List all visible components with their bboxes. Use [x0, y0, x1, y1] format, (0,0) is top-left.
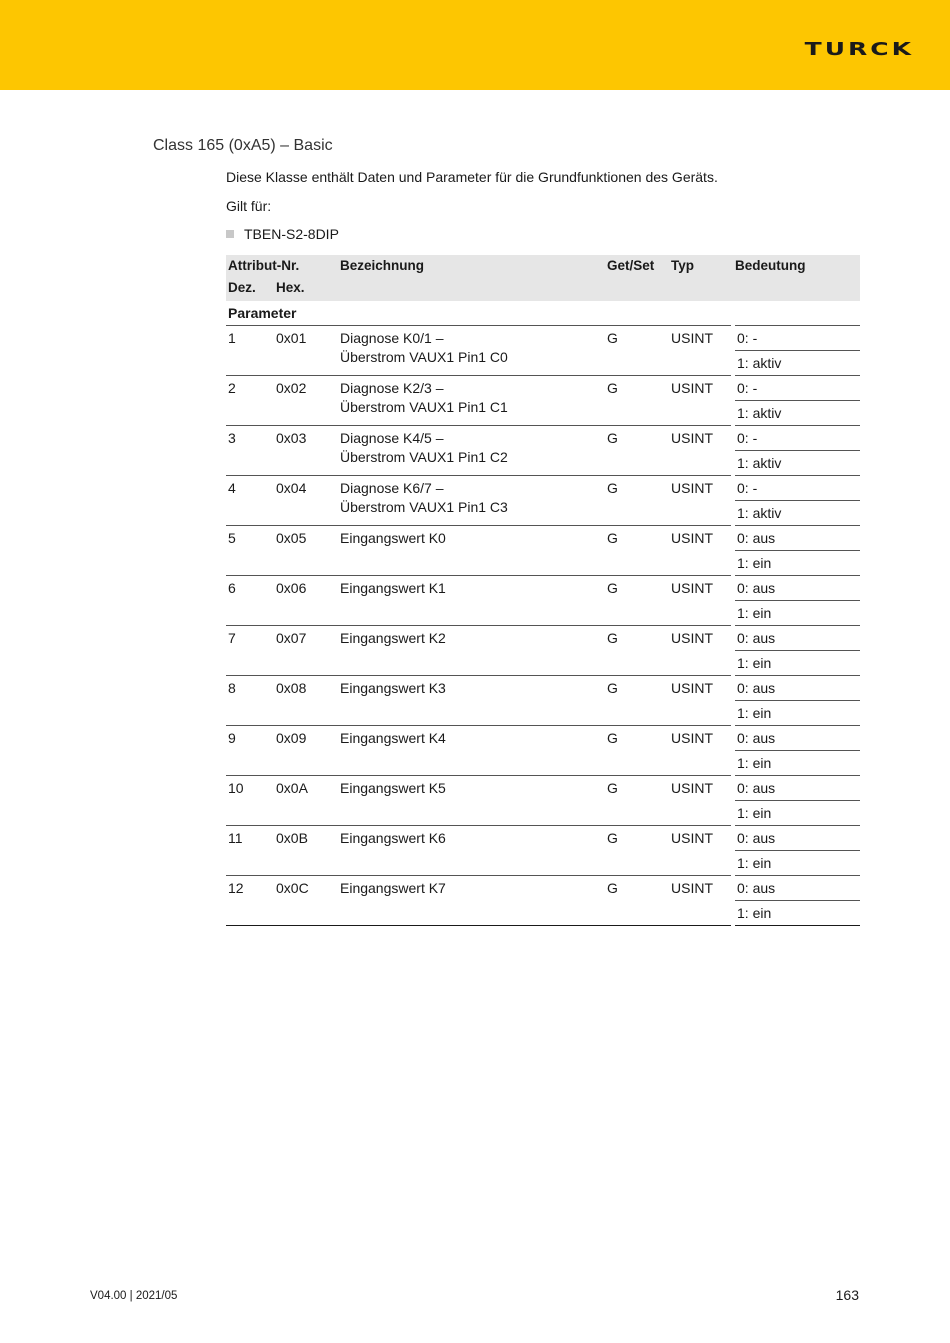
table-row	[226, 726, 860, 751]
cell-hex: 0x03	[274, 426, 338, 476]
cell-bedeutung-1: 0: aus	[733, 726, 860, 751]
bezeichnung-line-1: Eingangswert K2	[340, 630, 446, 646]
cell-get-set: G	[605, 876, 669, 926]
table-row	[226, 876, 860, 901]
cell-bezeichnung	[338, 776, 605, 826]
cell-bedeutung-2: 1: aktiv	[733, 401, 860, 426]
cell-hex: 0x08	[274, 676, 338, 726]
header-attr-nr: Attribut-Nr.	[226, 255, 338, 278]
cell-typ: USINT	[669, 726, 733, 776]
cell-bedeutung-1: 0: aus	[733, 626, 860, 651]
cell-hex: 0x0C	[274, 876, 338, 926]
bezeichnung-line-2: Überstrom VAUX1 Pin1 C1	[340, 399, 508, 415]
bezeichnung-line-1: Diagnose K0/1 –	[340, 330, 444, 346]
cell-typ: USINT	[669, 426, 733, 476]
cell-dez: 6	[226, 576, 274, 626]
group-label-parameter: Parameter	[226, 301, 860, 326]
table-row	[226, 776, 860, 801]
cell-hex: 0x05	[274, 526, 338, 576]
cell-dez: 5	[226, 526, 274, 576]
cell-bezeichnung	[338, 526, 605, 576]
cell-get-set: G	[605, 526, 669, 576]
cell-get-set: G	[605, 326, 669, 376]
cell-hex: 0x02	[274, 376, 338, 426]
cell-bedeutung-2: 1: ein	[733, 651, 860, 676]
cell-dez: 11	[226, 826, 274, 876]
cell-bezeichnung	[338, 676, 605, 726]
cell-bedeutung-1: 0: -	[733, 376, 860, 401]
cell-hex: 0x06	[274, 576, 338, 626]
cell-dez: 12	[226, 876, 274, 926]
cell-hex: 0x01	[274, 326, 338, 376]
table-row	[226, 526, 860, 551]
cell-bedeutung-1: 0: aus	[733, 876, 860, 901]
cell-bezeichnung	[338, 326, 605, 376]
table-row	[226, 626, 860, 651]
section-title: Class 165 (0xA5) – Basic	[153, 137, 333, 154]
cell-bedeutung-2: 1: ein	[733, 551, 860, 576]
cell-typ: USINT	[669, 576, 733, 626]
cell-dez: 2	[226, 376, 274, 426]
attribute-table	[226, 255, 860, 926]
cell-bedeutung-2: 1: ein	[733, 851, 860, 876]
cell-hex: 0x0B	[274, 826, 338, 876]
applies-item-label: TBEN-S2-8DIP	[244, 226, 339, 242]
turck-logo: TURCK	[804, 38, 914, 60]
bezeichnung-line-2: Überstrom VAUX1 Pin1 C2	[340, 449, 508, 465]
cell-typ: USINT	[669, 776, 733, 826]
table-row	[226, 326, 860, 351]
cell-dez: 8	[226, 676, 274, 726]
table-row	[226, 426, 860, 451]
cell-bezeichnung	[338, 826, 605, 876]
header-typ: Typ	[669, 255, 733, 278]
cell-bedeutung-2: 1: aktiv	[733, 451, 860, 476]
header-bedeutung: Bedeutung	[733, 255, 860, 278]
cell-bedeutung-2: 1: ein	[733, 801, 860, 826]
header-get-set: Get/Set	[605, 255, 669, 278]
cell-get-set: G	[605, 826, 669, 876]
cell-bezeichnung	[338, 376, 605, 426]
cell-dez: 3	[226, 426, 274, 476]
cell-dez: 4	[226, 476, 274, 526]
cell-bedeutung-2: 1: aktiv	[733, 351, 860, 376]
cell-dez: 7	[226, 626, 274, 676]
bezeichnung-line-2: Überstrom VAUX1 Pin1 C3	[340, 499, 508, 515]
applies-label: Gilt für:	[226, 198, 272, 214]
bezeichnung-line-1: Eingangswert K0	[340, 530, 446, 546]
cell-typ: USINT	[669, 326, 733, 376]
bezeichnung-line-1: Eingangswert K4	[340, 730, 446, 746]
cell-typ: USINT	[669, 676, 733, 726]
cell-bedeutung-2: 1: ein	[733, 601, 860, 626]
cell-bedeutung-1: 0: -	[733, 326, 860, 351]
cell-bedeutung-1: 0: aus	[733, 826, 860, 851]
cell-get-set: G	[605, 676, 669, 726]
table-row	[226, 576, 860, 601]
cell-bezeichnung	[338, 426, 605, 476]
table-row	[226, 676, 860, 701]
bezeichnung-line-1: Diagnose K2/3 –	[340, 380, 444, 396]
cell-bezeichnung	[338, 476, 605, 526]
cell-hex: 0x07	[274, 626, 338, 676]
cell-bedeutung-1: 0: aus	[733, 676, 860, 701]
bezeichnung-line-1: Eingangswert K7	[340, 880, 446, 896]
cell-bedeutung-2: 1: ein	[733, 751, 860, 776]
cell-bedeutung-1: 0: aus	[733, 776, 860, 801]
intro-text: Diese Klasse enthält Daten und Parameter für die Grundfunktionen des Geräts.	[226, 169, 718, 185]
cell-get-set: G	[605, 626, 669, 676]
cell-hex: 0x04	[274, 476, 338, 526]
footer-version: V04.00 | 2021/05	[90, 1290, 178, 1302]
cell-typ: USINT	[669, 476, 733, 526]
bezeichnung-line-1: Eingangswert K6	[340, 830, 446, 846]
table-row	[226, 376, 860, 401]
cell-typ: USINT	[669, 526, 733, 576]
cell-typ: USINT	[669, 876, 733, 926]
cell-bedeutung-1: 0: aus	[733, 576, 860, 601]
page-number: 163	[835, 1287, 859, 1303]
cell-bedeutung-2: 1: aktiv	[733, 501, 860, 526]
cell-get-set: G	[605, 576, 669, 626]
bezeichnung-line-1: Eingangswert K3	[340, 680, 446, 696]
header-band	[0, 0, 950, 90]
cell-bezeichnung	[338, 876, 605, 926]
cell-bedeutung-1: 0: -	[733, 426, 860, 451]
cell-bedeutung-2: 1: ein	[733, 901, 860, 926]
cell-typ: USINT	[669, 626, 733, 676]
bezeichnung-line-1: Diagnose K4/5 –	[340, 430, 444, 446]
cell-get-set: G	[605, 776, 669, 826]
cell-typ: USINT	[669, 376, 733, 426]
cell-typ: USINT	[669, 826, 733, 876]
table-row	[226, 476, 860, 501]
bezeichnung-line-1: Eingangswert K1	[340, 580, 446, 596]
applies-list-item	[226, 226, 339, 242]
bezeichnung-line-1: Eingangswert K5	[340, 780, 446, 796]
cell-get-set: G	[605, 376, 669, 426]
cell-dez: 9	[226, 726, 274, 776]
cell-get-set: G	[605, 726, 669, 776]
table-row	[226, 826, 860, 851]
header-dez: Dez.	[226, 278, 274, 301]
bezeichnung-line-2: Überstrom VAUX1 Pin1 C0	[340, 349, 508, 365]
bezeichnung-line-1: Diagnose K6/7 –	[340, 480, 444, 496]
cell-bedeutung-2: 1: ein	[733, 701, 860, 726]
cell-bedeutung-1: 0: aus	[733, 526, 860, 551]
cell-hex: 0x09	[274, 726, 338, 776]
header-bezeichnung: Bezeichnung	[338, 255, 605, 278]
header-hex: Hex.	[274, 278, 338, 301]
cell-bedeutung-1: 0: -	[733, 476, 860, 501]
cell-bezeichnung	[338, 626, 605, 676]
bullet-square-icon	[226, 230, 234, 238]
cell-bezeichnung	[338, 726, 605, 776]
cell-dez: 1	[226, 326, 274, 376]
cell-get-set: G	[605, 476, 669, 526]
cell-get-set: G	[605, 426, 669, 476]
cell-bezeichnung	[338, 576, 605, 626]
cell-hex: 0x0A	[274, 776, 338, 826]
cell-dez: 10	[226, 776, 274, 826]
